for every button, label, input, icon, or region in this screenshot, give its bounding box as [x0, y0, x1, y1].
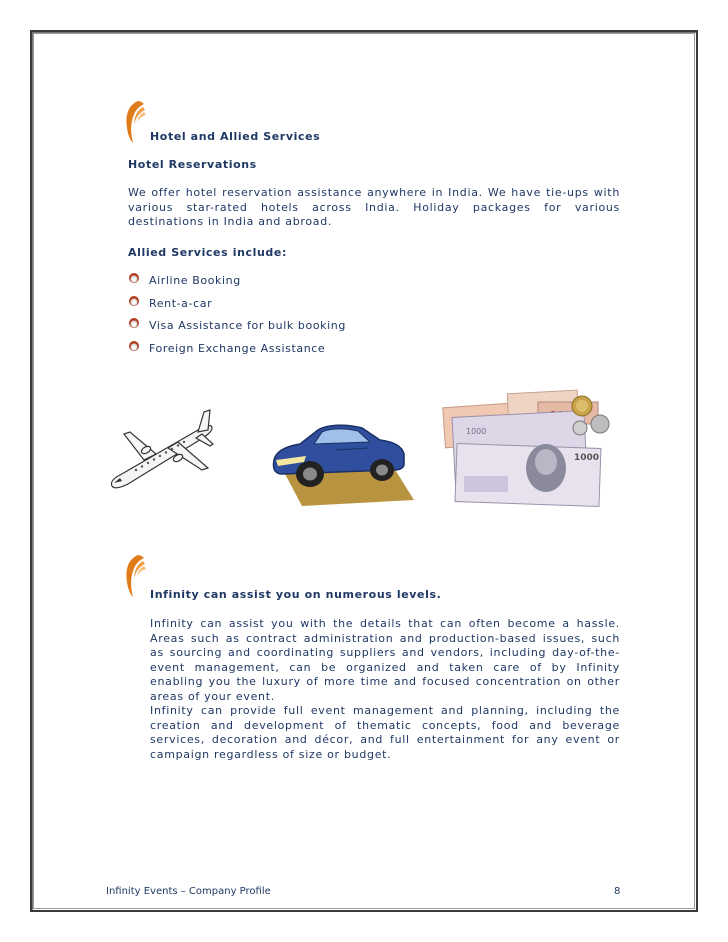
page-number: 8: [614, 886, 621, 897]
bullet-text: Foreign Exchange Assistance: [149, 341, 326, 355]
bullet-text: Rent-a-car: [149, 296, 213, 310]
allied-services-heading: Allied Services include:: [128, 246, 287, 259]
flame-swoosh-logo-icon: [124, 554, 146, 598]
bullet-text: Visa Assistance for bulk booking: [149, 319, 346, 333]
footer-title: Infinity Events – Company Profile: [106, 886, 271, 897]
car-clipart: [266, 414, 416, 508]
section-title: Infinity can assist you on numerous levels.: [150, 588, 442, 601]
round-bullet-icon: [128, 340, 140, 352]
hotel-paragraph: We offer hotel reservation assistance anywhere in India. We have tie-ups with various star-rated hotels across India. Holiday packages for various destinations in India and abroad.: [128, 186, 620, 228]
round-bullet-icon: [128, 317, 140, 329]
subheading-hotel-reservations: Hotel Reservations: [128, 158, 257, 171]
bullet-text: Airline Booking: [149, 274, 241, 287]
svg-text:1000: 1000: [466, 427, 487, 436]
assist-paragraph-1: Infinity can assist you with the details that can often become a hassle. Areas such as contract administration and production-based issues, such as sourcing and coordinating suppliers and vendors, including day-of-the-event management, can be organized and taken care of by Infinity enabling you the luxury of more time and focused concentration on other areas of your event.: [150, 617, 620, 703]
assist-paragraph-2: Infinity can provide full event management and planning, including the creation and development of thematic concepts, food and beverage services, decoration and décor, and full entertainment for any event or campaign regardless of size or budget.: [150, 704, 620, 761]
round-bullet-icon: [128, 272, 140, 284]
round-bullet-icon: [128, 295, 140, 307]
airplane-clipart: [106, 408, 218, 492]
section-title: Hotel and Allied Services: [150, 130, 321, 143]
flame-swoosh-logo-icon: [124, 100, 146, 144]
currency-clipart: [442, 384, 616, 508]
svg-text:1000: 1000: [574, 453, 600, 463]
